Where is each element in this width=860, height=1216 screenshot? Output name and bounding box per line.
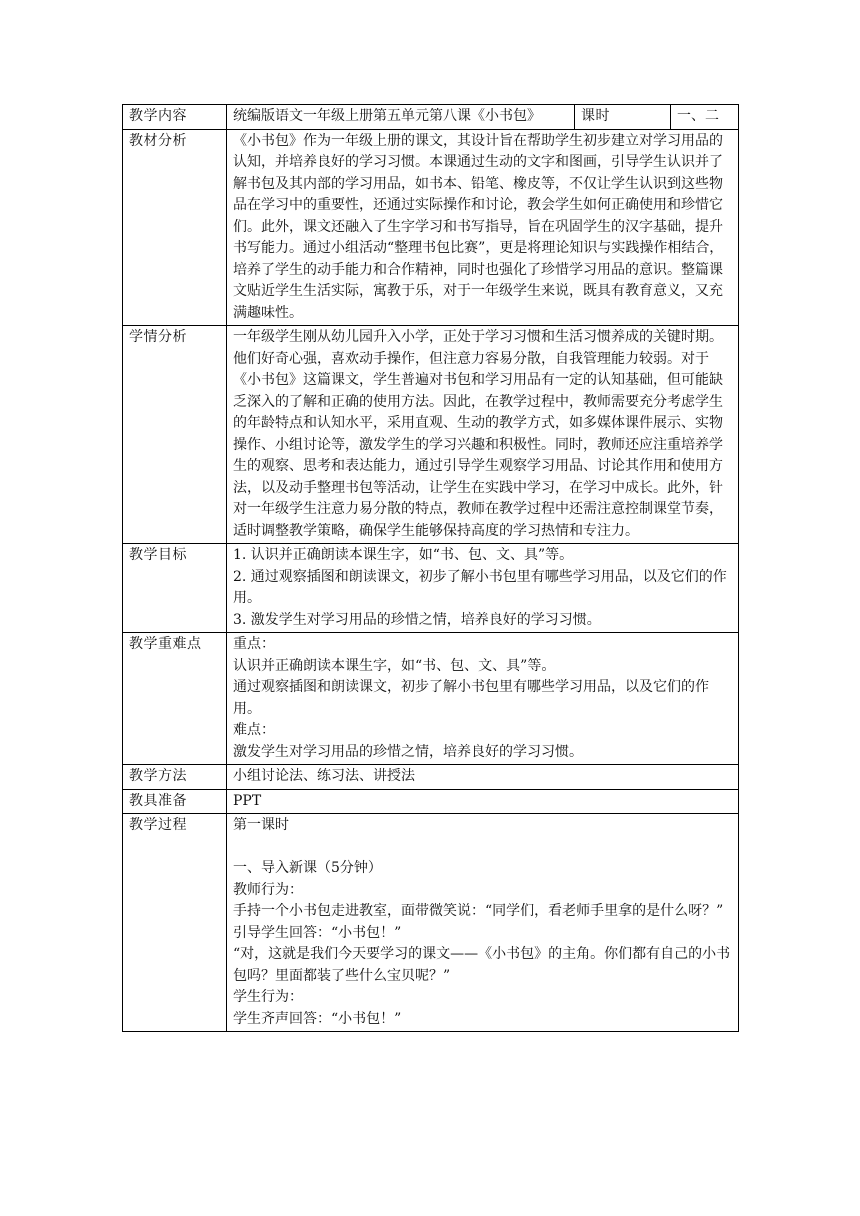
key-point-line: 认识并正确朗读本课生字，如“书、包、文、具”等。 (233, 657, 556, 674)
key-point-line: 通过观察插图和朗读课文，初步了解小书包里有哪些学习用品，以及它们的作用。 (233, 679, 709, 717)
value-period: 一、二 (671, 105, 739, 130)
process-line: 引导学生回答：“小书包！” (233, 924, 402, 941)
process-line: 第一课时 (233, 817, 289, 833)
label-process: 教学过程 (123, 814, 227, 1032)
blank-line (233, 837, 732, 859)
text-student-analysis: 一年级学生刚从幼儿园升入小学，正处于学习习惯和生活习惯养成的关键时期。他们好奇心强，喜欢动手操作，但注意力容易分散，自我管理能力较弱。对于《小书包》这篇课文，学生普遍对书包和学习用品有一定的认知基础，但可能缺乏深入的了解和正确的使用方法。因此，在教学过程中，教师需要充分考虑学生的年龄特点和认知水平，采用直观、生动的教学方式，如多媒体课件展示、实物操作、小组讨论等，激发学生的学习兴趣和积极性。同时，教师还应注重培养学生的观察、思考和表达能力，通过引导学生观察学习用品、讨论其作用和使用方法，以及动手整理书包等活动，让学生在实践中学习，在学习中成长。此外，针对一年级学生注意力易分散的特点，教师在教学过程中还需注意控制课堂节奏，适时调整教学策略，确保学生能够保持高度的学习热情和专注力。 (227, 326, 739, 544)
value-methods: 小组讨论法、练习法、讲授法 (227, 765, 739, 790)
key-point-heading: 重点： (233, 636, 275, 652)
process-line: 教师行为： (233, 881, 303, 898)
label-key-points: 教学重难点 (123, 633, 227, 765)
label-objectives: 教学目标 (123, 544, 227, 633)
row-methods (123, 765, 739, 790)
difficulty-heading: 难点： (233, 722, 275, 738)
lesson-plan-table (122, 104, 739, 1032)
text-material-analysis: 《小书包》作为一年级上册的课文，其设计旨在帮助学生初步建立对学习用品的认知，并培养良好的学习习惯。本课通过生动的文字和图画，引导学生认识并了解书包及其内部的学习用品，如书本、铅笔、橡皮等，不仅让学生认识到这些物品在学习中的重要性，还通过实际操作和讨论，教会学生如何正确使用和珍惜它们。此外，课文还融入了生字学习和书写指导，旨在巩固学生的汉字基础，提升书写能力。通过小组活动“整理书包比赛”，更是将理论知识与实践操作相结合，培养了学生的动手能力和合作精神，同时也强化了珍惜学习用品的意识。整篇课文贴近学生生活实际，寓教于乐，对于一年级学生来说，既具有教育意义，又充满趣味性。 (227, 129, 739, 326)
label-material-analysis: 教材分析 (123, 129, 227, 326)
process-content (227, 814, 739, 1032)
objective-item: 1. 认识并正确朗读本课生字，如“书、包、文、具”等。 (233, 547, 574, 563)
process-line: “对，这就是我们今天要学习的课文——《小书包》的主角。你们都有自己的小书包吗？里面都装了些什么宝贝呢？” (233, 946, 731, 984)
objectives-list (227, 544, 739, 633)
objective-item: 3. 激发学生对学习用品的珍惜之情，培养良好的学习习惯。 (233, 611, 601, 628)
key-points-content (227, 633, 739, 765)
row-material-analysis (123, 129, 739, 326)
label-teaching-content: 教学内容 (123, 105, 227, 130)
row-objectives (123, 544, 739, 633)
value-tools: PPT (227, 789, 739, 814)
process-line: 学生齐声回答：“小书包！” (233, 1010, 402, 1027)
process-line: 手持一个小书包走进教室，面带微笑说：“同学们，看老师手里拿的是什么呀？” (233, 903, 724, 919)
label-methods: 教学方法 (123, 765, 227, 790)
difficulty-line: 激发学生对学习用品的珍惜之情，培养良好的学习习惯。 (233, 743, 583, 760)
process-line: 学生行为： (233, 989, 303, 1005)
row-process (123, 814, 739, 1032)
process-line: 一、导入新课（5分钟） (233, 860, 382, 876)
label-period: 课时 (575, 105, 671, 130)
label-tools: 教具准备 (123, 789, 227, 814)
objective-item: 2. 通过观察插图和朗读课文，初步了解小书包里有哪些学习用品，以及它们的作用。 (233, 568, 727, 606)
row-teaching-content (123, 105, 739, 130)
row-tools (123, 789, 739, 814)
row-student-analysis (123, 326, 739, 544)
value-teaching-content: 统编版语文一年级上册第五单元第八课《小书包》 (227, 105, 575, 130)
label-student-analysis: 学情分析 (123, 326, 227, 544)
row-key-points (123, 633, 739, 765)
